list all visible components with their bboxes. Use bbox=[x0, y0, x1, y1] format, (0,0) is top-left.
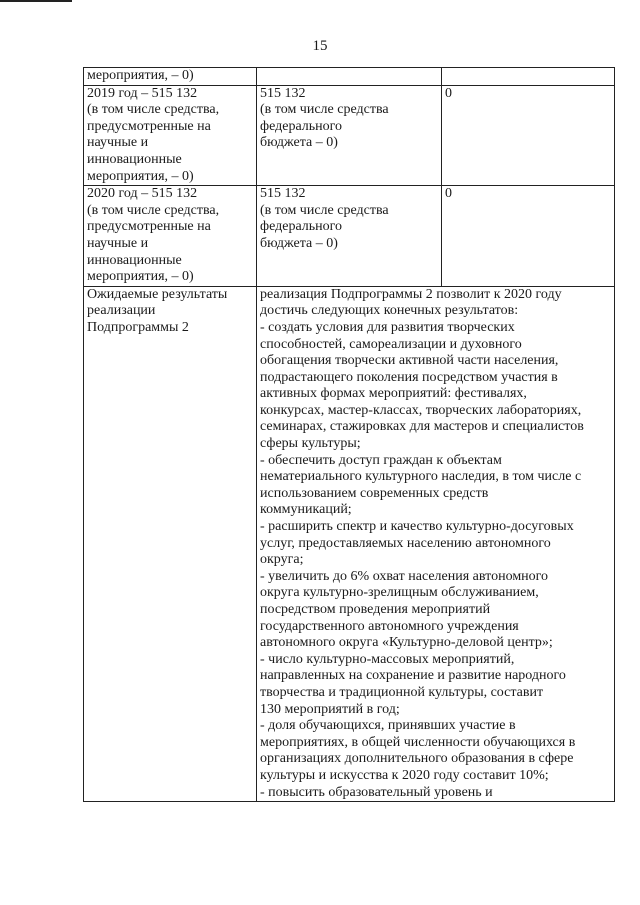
cell-line: мероприятия, – 0) bbox=[87, 269, 194, 285]
table-row bbox=[84, 186, 615, 287]
cell-line: подрастающего поколения посредством участия в bbox=[260, 369, 558, 385]
cell-line: творчества и традиционной культуры, составит bbox=[260, 684, 544, 700]
cell-year-total bbox=[84, 85, 257, 186]
cell-federal-budget bbox=[257, 186, 442, 287]
cell-line: использованием современных средств bbox=[260, 485, 489, 501]
cell-line: (в том числе средства, bbox=[87, 202, 220, 218]
cell-federal-budget bbox=[257, 85, 442, 186]
cell-year-total bbox=[84, 186, 257, 287]
cell-line: способностей, самореализации и духовного bbox=[260, 336, 522, 352]
cell-line: 2020 год – 515 132 bbox=[87, 186, 198, 202]
page-number: 15 bbox=[312, 38, 328, 54]
cell-line: коммуникаций; bbox=[260, 502, 352, 518]
cell-line: - доля обучающихся, принявших участие в bbox=[260, 718, 516, 734]
cell-other bbox=[442, 186, 615, 287]
expected-results-content bbox=[257, 286, 615, 801]
cell-line: реализация Подпрограммы 2 позволит к 2020 году bbox=[260, 286, 562, 302]
cell-federal-budget bbox=[257, 68, 442, 86]
cell-line: конкурсах, мастер-классах, творческих лабораториях, bbox=[260, 402, 582, 418]
cell-line: - обеспечить доступ граждан к объектам bbox=[260, 452, 502, 468]
cell-line: услуг, предоставляемых населению автономного bbox=[260, 535, 551, 551]
cell-line: сферы культуры; bbox=[260, 436, 361, 452]
cell-line: достичь следующих конечных результатов: bbox=[260, 303, 519, 319]
cell-line: 2019 год – 515 132 bbox=[87, 85, 198, 101]
cell-line: округа; bbox=[260, 552, 304, 568]
cell-line: инновационные bbox=[87, 151, 182, 167]
cell-line: реализации bbox=[87, 303, 156, 319]
cell-line: 130 мероприятий в год; bbox=[260, 701, 400, 717]
cell-year-total bbox=[84, 68, 257, 86]
cell-line: семинарах, стажировках для мастеров и специалистов bbox=[260, 419, 584, 435]
budget-table bbox=[83, 67, 615, 802]
cell-line: обогащения творчески активной части населения, bbox=[260, 353, 559, 369]
cell-line: организациях дополнительного образования в сфере bbox=[260, 751, 574, 767]
cell-line: округа культурно-зрелищным обслуживанием, bbox=[260, 585, 539, 601]
cell-line: - повысить образовательный уровень и bbox=[260, 784, 493, 800]
cell-line: - создать условия для развития творческих bbox=[260, 319, 515, 335]
cell-line: (в том числе средства bbox=[260, 102, 389, 118]
cell-other bbox=[442, 68, 615, 86]
table-row bbox=[84, 85, 615, 186]
cell-line: бюджета – 0) bbox=[260, 135, 338, 151]
cell-line: Подпрограммы 2 bbox=[87, 319, 189, 335]
cell-line: 515 132 bbox=[260, 186, 306, 202]
cell-line: научные и bbox=[87, 235, 149, 251]
cell-line: инновационные bbox=[87, 252, 182, 268]
cell-line: мероприятиях, в общей численности обучающихся в bbox=[260, 734, 576, 750]
cell-line: активных формах мероприятий: фестивалях, bbox=[260, 386, 527, 402]
cell-line: - расширить спектр и качество культурно-досуговых bbox=[260, 519, 574, 535]
table-row bbox=[84, 68, 615, 86]
cell-line: научные и bbox=[87, 135, 149, 151]
cell-line: - увеличить до 6% охват населения автономного bbox=[260, 568, 549, 584]
cell-line: посредством проведения мероприятий bbox=[260, 602, 491, 617]
cell-line: культуры и искусства к 2020 году составит 10%; bbox=[260, 767, 549, 783]
expected-results-row bbox=[84, 286, 615, 801]
expected-results-label bbox=[84, 286, 257, 801]
corner-mark bbox=[0, 0, 72, 2]
cell-line: 0 bbox=[445, 85, 452, 101]
cell-line: предусмотренные на bbox=[87, 219, 211, 235]
cell-other bbox=[442, 85, 615, 186]
cell-line: бюджета – 0) bbox=[260, 235, 338, 251]
cell-line: мероприятия, – 0) bbox=[87, 68, 194, 83]
cell-line: мероприятия, – 0) bbox=[87, 168, 194, 184]
cell-line: Ожидаемые результаты bbox=[87, 286, 228, 302]
cell-line: (в том числе средства bbox=[260, 202, 389, 218]
cell-line: государственного автономного учреждения bbox=[260, 618, 519, 634]
cell-line: 515 132 bbox=[260, 85, 306, 101]
cell-line: (в том числе средства, bbox=[87, 102, 220, 118]
cell-line: - число культурно-массовых мероприятий, bbox=[260, 651, 515, 667]
cell-line: нематериального культурного наследия, в том числе с bbox=[260, 469, 582, 485]
cell-line: предусмотренные на bbox=[87, 118, 211, 134]
cell-line: федерального bbox=[260, 219, 343, 235]
cell-line: федерального bbox=[260, 118, 343, 134]
cell-line: 0 bbox=[445, 186, 452, 202]
cell-line: автономного округа «Культурно-деловой центр»; bbox=[260, 635, 553, 651]
cell-line: направленных на сохранение и развитие народного bbox=[260, 668, 566, 684]
